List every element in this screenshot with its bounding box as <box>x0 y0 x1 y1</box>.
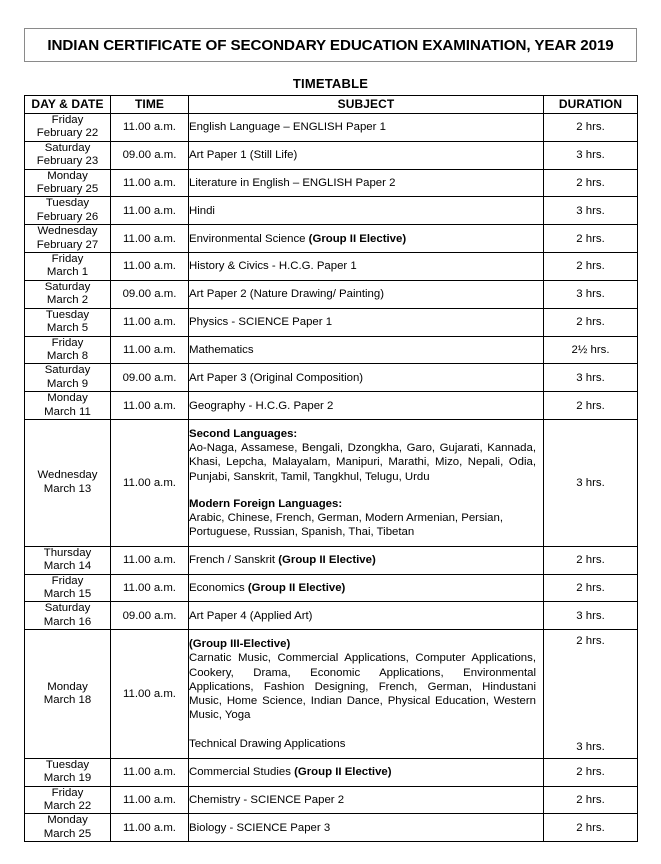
cell-duration: 2½ hrs. <box>544 336 638 364</box>
timetable-table <box>24 95 638 842</box>
elective-tag: (Group II Elective) <box>308 232 407 245</box>
cell-subject: Art Paper 1 (Still Life) <box>189 141 544 169</box>
cell-subject: Economics (Group II Elective) <box>189 574 544 602</box>
cell-day-date: Tuesday March 19 <box>25 758 111 786</box>
table-row <box>25 114 638 142</box>
block-gap <box>189 723 536 737</box>
cell-time: 11.00 a.m. <box>111 786 189 814</box>
cell-subject: Chemistry - SCIENCE Paper 2 <box>189 786 544 814</box>
cell-time: 11.00 a.m. <box>111 114 189 142</box>
cell-subject-languages <box>189 419 544 546</box>
elective-tag: (Group II Elective) <box>278 554 376 567</box>
second-languages-heading: Second Languages: <box>189 427 298 440</box>
cell-day-date: Monday March 18 <box>25 630 111 758</box>
cell-day-date: Tuesday March 5 <box>25 308 111 336</box>
page-title: INDIAN CERTIFICATE OF SECONDARY EDUCATION EXAMINATION, YEAR 2019 <box>47 36 614 54</box>
table-row <box>25 308 638 336</box>
column-header-time: TIME <box>111 96 189 114</box>
table-row <box>25 602 638 630</box>
table-row <box>25 141 638 169</box>
cell-subject: Hindi <box>189 197 544 225</box>
cell-day-date: Wednesday March 13 <box>25 419 111 546</box>
cell-duration: 3 hrs. <box>544 280 638 308</box>
cell-day-date: Monday February 25 <box>25 169 111 197</box>
block-gap <box>189 484 536 497</box>
table-row <box>25 814 638 842</box>
cell-duration: 3 hrs. <box>544 364 638 392</box>
cell-time: 09.00 a.m. <box>111 602 189 630</box>
table-row <box>25 225 638 253</box>
cell-time: 11.00 a.m. <box>111 419 189 546</box>
cell-time: 11.00 a.m. <box>111 630 189 758</box>
cell-duration: 2 hrs. <box>544 253 638 281</box>
cell-subject: English Language – ENGLISH Paper 1 <box>189 114 544 142</box>
cell-day-date: Saturday February 23 <box>25 141 111 169</box>
cell-time: 11.00 a.m. <box>111 336 189 364</box>
cell-day-date: Friday February 22 <box>25 114 111 142</box>
cell-duration: 2 hrs. <box>544 392 638 420</box>
cell-subject: Literature in English – ENGLISH Paper 2 <box>189 169 544 197</box>
cell-day-date: Saturday March 9 <box>25 364 111 392</box>
cell-day-date: Monday March 11 <box>25 392 111 420</box>
cell-day-date: Saturday March 2 <box>25 280 111 308</box>
elective-tag: (Group II Elective) <box>247 582 346 595</box>
cell-duration: 3 hrs. <box>544 419 638 546</box>
document-title-banner <box>24 28 637 62</box>
cell-day-date: Friday March 8 <box>25 336 111 364</box>
cell-time: 11.00 a.m. <box>111 253 189 281</box>
cell-day-date: Thursday March 14 <box>25 546 111 574</box>
cell-day-date: Wednesday February 27 <box>25 225 111 253</box>
second-languages-list: Ao-Naga, Assamese, Bengali, Dzongkha, Garo, Gujarati, Kannada, Khasi, Lepcha, Malayalam, Manipuri, Marathi, Mizo, Nepali, Odia, Punjabi, Sanskrit, Tamil, Tangkhul, Telugu, Urdu <box>189 441 536 483</box>
cell-time: 11.00 a.m. <box>111 814 189 842</box>
cell-time: 11.00 a.m. <box>111 225 189 253</box>
elective-tag: (Group II Elective) <box>294 766 392 779</box>
table-header <box>25 96 638 114</box>
column-header-subject: SUBJECT <box>189 96 544 114</box>
cell-day-date: Friday March 1 <box>25 253 111 281</box>
cell-duration: 2 hrs. <box>544 308 638 336</box>
cell-time: 11.00 a.m. <box>111 574 189 602</box>
duration-bottom: 3 hrs. <box>576 740 605 753</box>
cell-subject: Physics - SCIENCE Paper 1 <box>189 308 544 336</box>
cell-duration: 2 hrs. <box>544 758 638 786</box>
table-row <box>25 197 638 225</box>
cell-time: 11.00 a.m. <box>111 197 189 225</box>
cell-subject: Art Paper 3 (Original Composition) <box>189 364 544 392</box>
cell-subject: Geography - H.C.G. Paper 2 <box>189 392 544 420</box>
cell-time: 09.00 a.m. <box>111 280 189 308</box>
table-header-row <box>25 96 638 114</box>
cell-time: 09.00 a.m. <box>111 364 189 392</box>
duration-top: 2 hrs. <box>576 635 605 648</box>
cell-subject: Commercial Studies (Group II Elective) <box>189 758 544 786</box>
table-row <box>25 253 638 281</box>
table-body <box>25 114 638 842</box>
table-row <box>25 574 638 602</box>
modern-foreign-languages-heading: Modern Foreign Languages: <box>189 497 343 510</box>
table-row-languages <box>25 419 638 546</box>
cell-subject: Art Paper 4 (Applied Art) <box>189 602 544 630</box>
cell-duration: 2 hrs. <box>544 114 638 142</box>
cell-time: 09.00 a.m. <box>111 141 189 169</box>
group3-extra-line: Technical Drawing Applications <box>189 737 346 750</box>
cell-time: 11.00 a.m. <box>111 546 189 574</box>
cell-day-date: Tuesday February 26 <box>25 197 111 225</box>
table-row <box>25 336 638 364</box>
cell-duration: 3 hrs. <box>544 602 638 630</box>
table-row <box>25 169 638 197</box>
cell-subject-group3 <box>189 630 544 758</box>
table-row-group3 <box>25 630 638 758</box>
table-row <box>25 786 638 814</box>
cell-day-date: Monday March 25 <box>25 814 111 842</box>
cell-duration: 2 hrs. <box>544 786 638 814</box>
cell-duration-split <box>544 630 638 758</box>
cell-duration: 2 hrs. <box>544 546 638 574</box>
cell-time: 11.00 a.m. <box>111 308 189 336</box>
cell-duration: 2 hrs. <box>544 169 638 197</box>
cell-duration: 3 hrs. <box>544 197 638 225</box>
cell-duration: 2 hrs. <box>544 574 638 602</box>
group3-heading: (Group III-Elective) <box>189 638 291 651</box>
column-header-duration: DURATION <box>544 96 638 114</box>
table-row <box>25 364 638 392</box>
cell-subject: Biology - SCIENCE Paper 3 <box>189 814 544 842</box>
cell-duration: 2 hrs. <box>544 225 638 253</box>
cell-duration: 2 hrs. <box>544 814 638 842</box>
cell-day-date: Friday March 15 <box>25 574 111 602</box>
cell-time: 11.00 a.m. <box>111 758 189 786</box>
cell-time: 11.00 a.m. <box>111 169 189 197</box>
group3-list: Carnatic Music, Commercial Applications, Computer Applications, Cookery, Drama, Economic Applications, Environmental Applications, Fashion Designing, French, German, Hindustani Music, Home Science, Indian Dance, Physical Education, Western Music, Yoga <box>189 652 536 722</box>
table-row <box>25 758 638 786</box>
modern-foreign-languages-list: Arabic, Chinese, French, German, Modern Armenian, Persian, Portuguese, Russian, Spanish, Thai, Tibetan <box>189 511 504 538</box>
cell-subject: Environmental Science (Group II Elective) <box>189 225 544 253</box>
cell-subject: Mathematics <box>189 336 544 364</box>
cell-subject: Art Paper 2 (Nature Drawing/ Painting) <box>189 280 544 308</box>
table-row <box>25 546 638 574</box>
cell-day-date: Saturday March 16 <box>25 602 111 630</box>
table-row <box>25 392 638 420</box>
cell-time: 11.00 a.m. <box>111 392 189 420</box>
column-header-day-date: DAY & DATE <box>25 96 111 114</box>
cell-subject: French / Sanskrit (Group II Elective) <box>189 546 544 574</box>
table-row <box>25 280 638 308</box>
cell-day-date: Friday March 22 <box>25 786 111 814</box>
cell-subject: History & Civics - H.C.G. Paper 1 <box>189 253 544 281</box>
section-heading: TIMETABLE <box>292 76 369 91</box>
cell-duration: 3 hrs. <box>544 141 638 169</box>
